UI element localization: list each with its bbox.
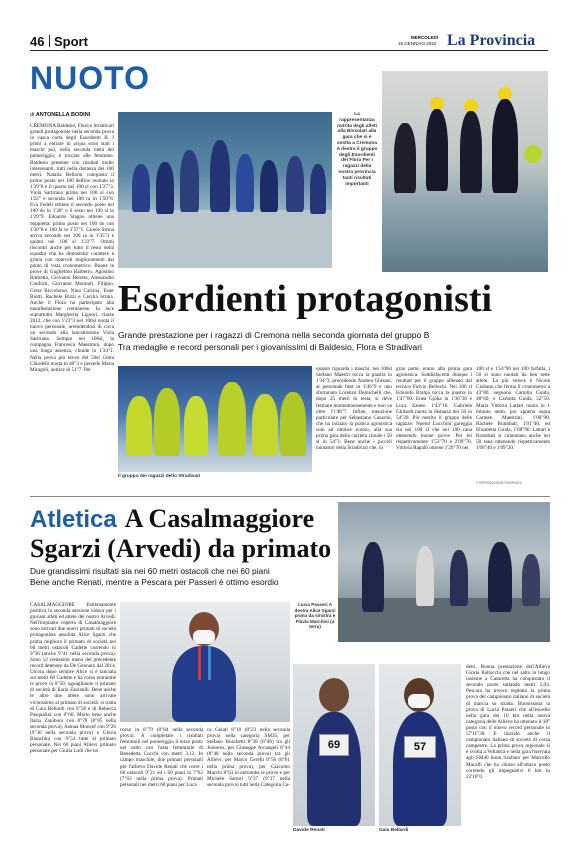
atletica-divider	[30, 496, 550, 497]
nuoto-col4: 100 sl e 1'54"90 nei 100 farfalla, i 50 sl sono nuotati da ben sette atlete. La più veloce è Nicole Ciobanu che ferma il cronometro a 43"80, seguono Camilla Guida, 48"60, e Carlotta Guida, 52"50. Maria Vittoria Lattari nuota in 1 minuto netto, poi appena sopra Carmen Maestrini, 1'00"90, Rachele Brambati, 1'01"40, ed Elisabetta Guida, 1'08"90. Lattari e Brambati si cimentano anche nei 50 rana ottenendo rispettivamente 1'08"40 e 1'09"20.	[476, 366, 550, 452]
atletica-title-row1	[30, 504, 314, 538]
swimmer-figure	[210, 140, 230, 212]
face-mask	[408, 694, 430, 708]
atletica-col2: corso in 8"79 (8"84 nella seconda prova). A completare i risultati femminili nel pomeriggio il terzo posto nel salto con l'asta femminile di Benedetta Cocchi con metri 3,12. In campo maschile, due primati personali per l'allievo Davide Renati che corre i 60 ostacoli 9"21 ed i 60 piani in 7"62 (7"63 nella prima prova). Primati personali nei metri 60 piani per Luca	[120, 727, 203, 788]
nuoto-title: Esordienti protagonisti	[118, 278, 493, 320]
medal-ribbon	[208, 646, 211, 680]
bib-number: 57	[413, 741, 427, 753]
atletica-col3: ca Gelati 8"18 (8"23 nella seconda prova) nella categoria SM35, per Stefano Boschetti 8"38 (8"40) tra gli Juniores, per Giuseppe Arcangeli 8"44 (8"48 nella seconda prova) tra gli Allievi, per Marco Gerelli 8"56 (8"61 nella prima prova), per Giacomo Marchi 8"63 in entrambe le prove e per Michele Sartori 9"37 (9"37 nella seconda prova) tutti nella Categoria Ca-	[207, 727, 290, 788]
face-mask	[193, 630, 215, 644]
section-name: Sport	[54, 34, 88, 49]
atletica-side-caption: Lucia Passeri A destra Alice Sgarzi prima da sinistra e Flavia Marchini (a terra)	[294, 602, 336, 630]
atletica-subtitle-2: Bene anche Renati, mentre a Pescara per Passeri è ottimo esordio	[30, 577, 279, 587]
nuoto-photo-main	[118, 112, 332, 268]
byline-author: ANTONELLA BODINI	[35, 112, 91, 118]
bellardi-caption: Gaia Bellardi	[379, 828, 409, 833]
nuoto-subtitle-2: Tra medaglie e record personali per i giovanissimi di Baldesio, Flora e Stradivari	[118, 342, 422, 352]
atletica-col4: detti. Buona prestazione dell'Allieva Gloria Baltocchi che nel salto in lungo insieme a Casaretta ha conquistato il secondo posto saltando metri 5,03. Pescara ha invece ospitato la prima prova del campionato italiano di società di marcia su strada. Buonissima la prova di Lucia Passeri che all'esordio nella gara dei 10 km nella nuova categoria delle Allieve ha ottenuto il 18° posto con il nuovo record personale in 57'11"38. E iniziato anche il campionato italiano di società di corsa campestre. La prima prova regionale si è svolta a Vellatica e nella gara riservata agli SM40 buon risultato per Marcello Macalli che ha chiuso all'ottavo posto correndo gli impegnativi 6 km in 22'16"0.	[466, 664, 550, 780]
atletica-subtitle-1: Due grandissimi risultati sia nei 60 metri ostacoli che nei 60 piani	[30, 566, 270, 576]
athlete-bib	[319, 734, 349, 756]
swimmer-figure	[426, 109, 448, 191]
swimmer-figure	[236, 154, 254, 212]
nuoto-kicker: NUOTO	[30, 60, 150, 96]
swimmer-figure	[260, 160, 278, 212]
athlete-head	[319, 678, 349, 712]
nuoto-photo-stradivari	[118, 366, 312, 472]
swimmer-figure	[286, 156, 304, 212]
swimmer-figure	[156, 162, 174, 214]
atletica-kicker: Atletica	[30, 506, 117, 533]
athlete-body	[307, 712, 361, 826]
nuoto-copyright: © RIPRODUZIONE RISERVATA	[476, 481, 522, 485]
page-header	[30, 33, 548, 51]
nuoto-byline	[30, 112, 90, 118]
atletica-photo-renati	[293, 664, 375, 826]
byline-prefix: di	[30, 112, 35, 118]
swimmer-figure	[126, 396, 152, 456]
athlete-bib	[404, 736, 436, 758]
runner-figure	[450, 550, 468, 606]
athlete-body	[172, 646, 236, 722]
swim-cap	[524, 145, 542, 163]
atletica-photo-bellardi	[379, 664, 461, 826]
stradivari-caption: Il gruppo dei ragazzi dello Stradivari	[118, 474, 201, 479]
nuoto-col2: quanto riguarda i maschi, nei 100sl Stefano Maestri tocca la piastra in 1'34"3, precedendo Andrea Ghisani, al personale best in 1'46"9 e uno sfortunato Lorenzo Demichelli che, dopo 25 metri in testa, si deve fermare momentaneamente e non va oltre l'1'48"7. Infine, menzione particolare per Sebastiano Casarini, che ha iniziato la pratica agonistica solo ad ottobre scorso, alla sua prima gara della carriera chiude i 50 sl in 54"3. Bene anche i piccoli nuotatori della Stradivari che, in	[316, 366, 392, 452]
swimmer-figure	[132, 164, 150, 212]
header-weekday: MERCOLEDÌ	[411, 35, 438, 40]
bib-number: 69	[327, 739, 341, 751]
athlete-body	[393, 712, 447, 826]
nuoto-photo-caption: La rappresentanza nutrita degli atleti alla Bissolati alla gara che si è svolta a Cremona A destra il gruppo degli Esordienti del Flora Per i ragazzi della nostra provincia tanti risultati importanti	[336, 112, 378, 187]
nuoto-col1: CREMONA Baldesio, Flora e Stradivari grandi protagoniste nella seconda prova in vasca corta degli Esordienti B. I primi a entrare in acqua sono stati i maschi poi, nella seconda metà del pomeriggio, è toccato alle femmine. Baldesio presente con risultati molto interessanti, tutti nella distanza dei 100 metri. Natalia Bellomi conquista il primo posto nei 100 delfino nuotato in 1'39"8 e il quarto nei 100 sl con 1'27"3. Viola Sartirana prima nei 100 sl con 1'22" e seconda nei 100 ra in 1'50"8. Eva Fedeli ottiene il secondo posto nei 100 do in 1'38" e il sesto nei 100 sl in 1'29"9. Edoardo Stagno ottiene una doppietta: primo posto nei 100 do con 1'30"8 e 100 fa in 1'37"1. Gioele Strina arriva secondo nei 100 ra in 1'45"3 e quinto nei 100 sl 1'22"7. Ottimi riscontri anche per tutto il resto della squadra che ha dimostrato carattere e grinta con notevoli miglioramenti dal punto di vista cronometrico. Buone le prove di Guglielmo Barberio, Agostino Barbotta, Giovanni Beretta, Alessandro Conforti, Giovanni Morandi, Filippo, Greta Riccobono, Nina Calcina, Ester Biotti, Rachele Rizzi e Cecilia Strina. Anche il Flora ha partecipato alla manifestazione cremonese. In luce soprattutto Margherita Liguori, classe 2012, che con 1'23"3 nel 100sl nuota il nuovo personale, arrendendosi di circa un secondo alla lanciatissima Viola Sartirana. Sempre nei 100sl, la compagna Francesca Maestroni, dopo una lunga assenza, chiude in 1'34"1. Nella prova più breve del 50sl Greta Chiodelli nuota in 46"3 e precede Maria Miragoli, autrice di 51"7. Per	[30, 123, 114, 373]
runner-figure	[522, 554, 540, 606]
swimmer-figure	[280, 392, 306, 456]
atletica-col1: CASALMAGGIORE Estremamente positiva la seconda sessione indoor per i giovani atleti ed atlete del nostro Arvedi. Nell'impianto coperto di Casalmaggiore sono arrivati due nuovi primati di società protagonista assoluta Alice Sgarzi che prima migliora il primato di società nei 60 metri ostacoli Cadette correndo in 9"36 (anche 9"41 nella seconda prova). Sono 12 centesimi meno del precedente record detenuto da De Gennaro dal 2014. Un'ora dopo sempre Alice si è lanciata sui metri 60 Cadette e ha corso entrambe le prove in 8"50, uguagliando il primato di società di Ilaria Zaninelli. Bene anche le altre due atlete sono arrivate vicinissimo al primato di società: si tratta di Gaia Bellardi con 8"58 e di Rebecca Pasqualini con 8"60. Molto bene anche Ilaria Zaniboni con 8"78 (8"85 nella seconda prova), Asmaa Moncef con 9"26 (9"30 nella seconda prova) e Gloria Bianchini con 9"54 tutte al primato personale. Nei 60 piani Allievi primato personale per Giulia Lodi che ha	[30, 602, 116, 755]
page-number: 46	[30, 34, 45, 49]
renati-caption: Davide Renati	[293, 828, 325, 833]
atletica-photo-race	[338, 502, 550, 642]
swimmer-figure	[252, 394, 278, 456]
atletica-photo-sgarzi	[120, 602, 290, 722]
runner-figure	[416, 546, 434, 606]
header-date: 19 GENNAIO 2022	[398, 41, 437, 46]
swimmer-figure	[184, 396, 208, 456]
swimmer-figure	[218, 382, 246, 456]
masthead: La Provincia	[447, 32, 536, 49]
atletica-title-1: A Casalmaggiore	[124, 504, 315, 533]
runner-figure	[362, 542, 384, 612]
swimmer-figure	[154, 388, 180, 456]
runner-figure	[488, 542, 512, 612]
swimmer-figure	[394, 123, 416, 193]
swimmer-figure	[492, 99, 518, 193]
swimmer-figure	[180, 150, 199, 212]
nuoto-subtitle-1: Grande prestazione per i ragazzi di Cremona nella seconda giornata del gruppo B	[118, 330, 430, 340]
swimmer-figure	[460, 111, 482, 193]
atletica-title-2: Sgarzi (Arvedi) da primato	[30, 534, 332, 563]
header-separator	[49, 35, 50, 47]
medal-ribbon	[198, 646, 201, 680]
nuoto-col3: gran parte, erano alla prima gara agonistica. Soddisfacenti dunque i risultati per il gruppo allenato dal tecnico Fulvio Bellochi. Nei 100 sl Edoardo Brahja tocca la piastra in 1'47"60. Enea Gjoka in 1'36"30 e Luca Zanesi 1'43"10. Gabriele Ghilardi nuota la distanza dei 50 in 54"20. Più nutrito il gruppo delle ragazze: Noemi Lucchini gareggia sia nei 100 sl che nei 100 rana ottenendo buone prove. Per lei rispettivamente 1'53"70 e 2'09"70. Vittoria Rapalli ottiene 1'29"70 nei	[396, 366, 472, 452]
nuoto-photo-flora	[382, 71, 548, 272]
swimmer-figure	[310, 164, 326, 214]
pool-lane	[118, 210, 332, 268]
